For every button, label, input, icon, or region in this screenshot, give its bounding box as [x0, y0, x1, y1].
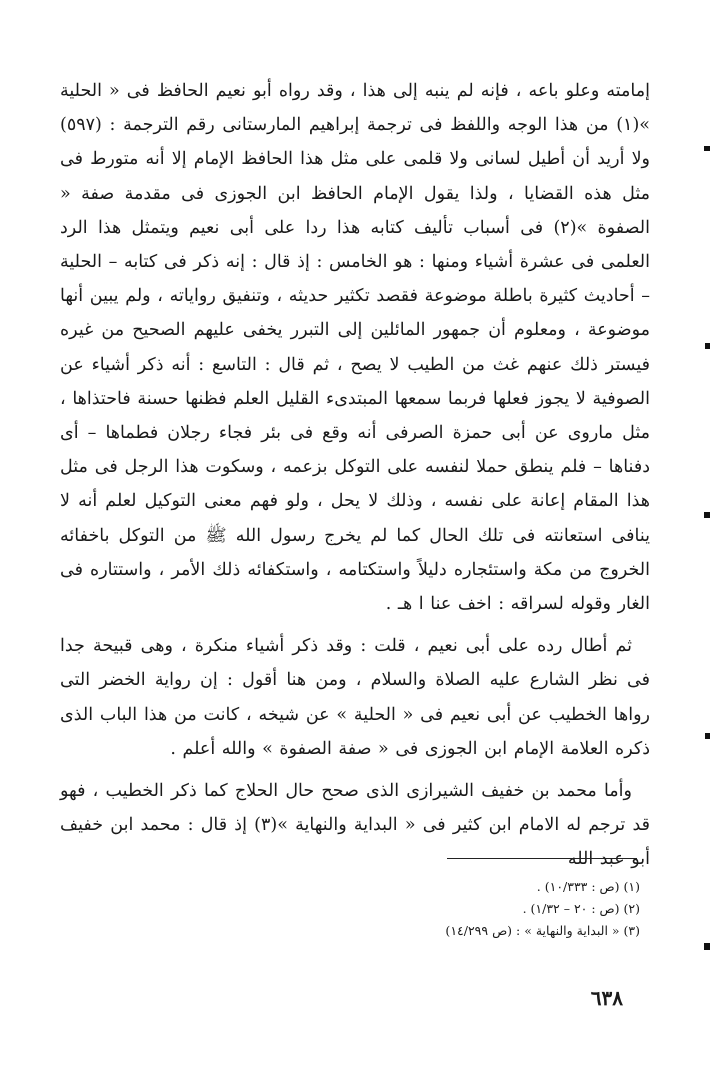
- footnote-3: (٣) « البداية والنهاية » : (ص ١٤/٢٩٩): [445, 923, 640, 938]
- footnote-1: (١) (ص : ١٠/٣٣٣) .: [536, 879, 640, 894]
- footnotes: [300, 876, 640, 942]
- footnote-separator: [447, 858, 637, 859]
- paragraph-1: إمامته وعلو باعه ، فإنه لم ينبه إلى هذا ، وقد رواه أبو نعيم الحافظ فى « الحلية »(١) من هذا الوجه واللفظ فى ترجمة إبراهيم المارستانى رقم الترجمة : (٥٩٧) ولا أريد أن أطيل لسانى ولا قلمى على مثل هذا الحافظ الإمام إلا أنه متورط فى مثل هذه القضايا ، ولذا يقول الإمام الحافظ ابن الجوزى فى مقدمة صفة « الصفوة »(٢) فى أسباب تأليف كتابه هذا ردا على أبى نعيم ويتمثل هذا الرد العلمى فى عشرة أشياء ومنها : هو الخامس : إذ قال : إنه ذكر فى كتابه – الحلية – أحاديث كثيرة باطلة موضوعة فقصد تكثير حديثه ، وتنفيق رواياته ، ولم يبين أنها موضوعة ، ومعلوم أن جمهور المائلين إلى التبرر يخفى عليهم الصحيح من غيره فيستر ذلك عنهم غث من الطيب لا يصح ، ثم قال : التاسع : أنه ذكر أشياء عن الصوفية لا يجوز فعلها فربما سمعها المبتدىء القليل العلم فظنها حسنة فاحتذاها ، مثل ماروى عن أبى حمزة الصرفى أنه وقع فى بئر فجاء رجلان فطماها – أى دفناها – فلم ينطق حملا لنفسه على التوكل بزعمه ، وسكوت هذا الرجل فى مثل هذا المقام إعانة على نفسه ، وذلك لا يحل ، ولو فهم معنى التوكيل لعلم أنه لا ينافى استعانته فى تلك الحال كما لم يخرج رسول الله ﷺ من التوكل باخفائه الخروج من مكة واستئجاره دليلاً واستكتامه ، واستكفائه ذلك الأمر ، واستتاره فى الغار وقوله لسراقه : اخف عنا ا هـ .: [60, 81, 650, 615]
- scan-mark: [704, 943, 710, 950]
- footnote-2: (٢) (ص : ٢٠ – ١/٣٢) .: [522, 901, 640, 916]
- scan-mark: [705, 733, 710, 739]
- scan-mark: [704, 512, 710, 518]
- scan-mark: [705, 343, 710, 349]
- body-text: [60, 74, 650, 877]
- paragraph-2: ثم أطال رده على أبى نعيم ، قلت : وقد ذكر أشياء منكرة ، وهى قبيحة جدا فى نظر الشارع عليه الصلاة والسلام ، ومن هنا أقول : إن رواية الخضر التى رواها الخطيب عن أبى نعيم فى « الحلية » عن شيخه ، كانت من هذا الباب الذى ذكره العلامة الإمام ابن الجوزى فى « صفة الصفوة » والله أعلم .: [60, 636, 650, 759]
- page-number: ٦٣٨: [590, 986, 623, 1010]
- scan-mark: [704, 146, 710, 151]
- paragraph-3: وأما محمد بن خفيف الشيرازى الذى صحح حال الحلاج كما ذكر الخطيب ، فهو قد ترجم له الامام ابن كثير فى « البداية والنهاية »(٣) إذ قال : محمد ابن خفيف أبو عبد الله: [60, 781, 650, 870]
